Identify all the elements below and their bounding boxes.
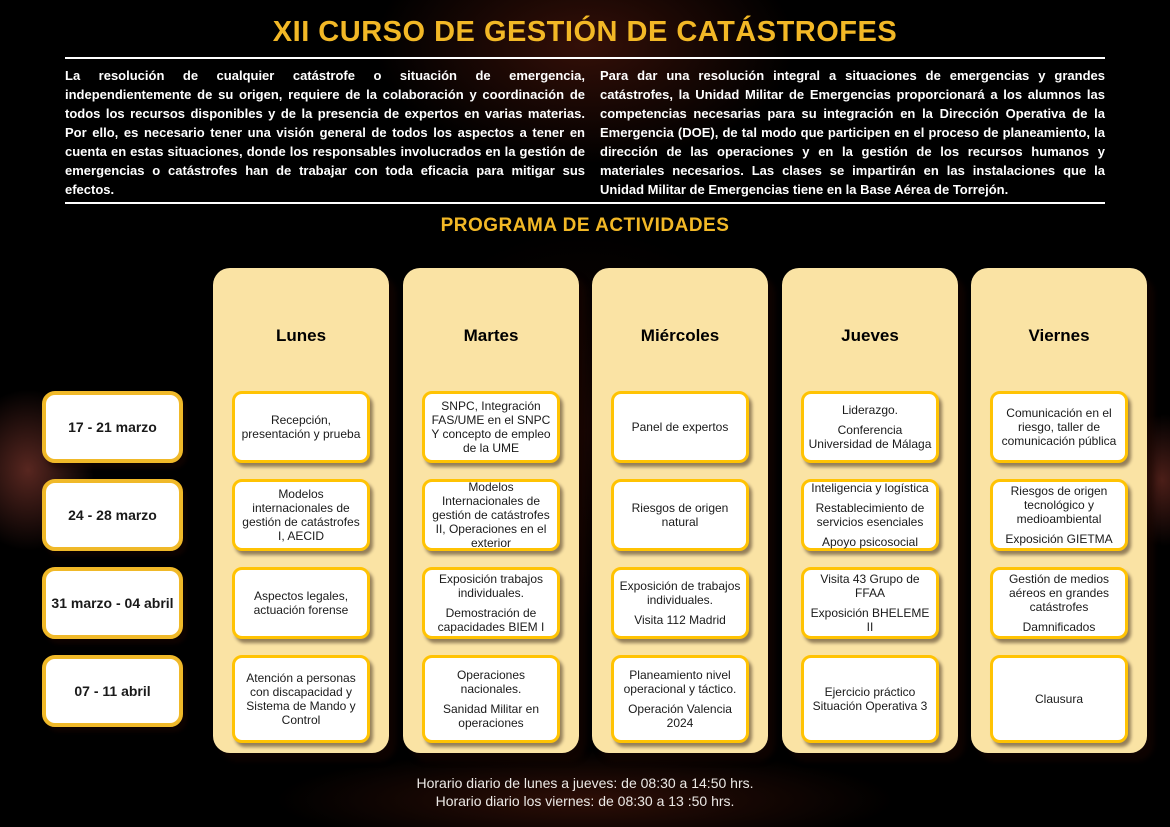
cell-text: Inteligencia y logística: [811, 480, 929, 495]
cell-text: Conferencia Universidad de Málaga: [808, 422, 932, 452]
week-label-2: 24 - 28 marzo: [42, 479, 183, 551]
cell-text: Exposición GIETMA: [1005, 532, 1113, 547]
cell-text: Exposición trabajos individuales.: [438, 571, 544, 600]
page-title: XII CURSO DE GESTIÓN DE CATÁSTROFES: [272, 16, 898, 48]
cell-text: Modelos internacionales de gestión de catástrofes I, AECID: [242, 486, 360, 544]
cell-text: Gestión de medios aéreos en grandes catástrofes: [1008, 571, 1110, 614]
cell-text: Exposición BHELEME II: [810, 606, 930, 635]
cell-text: Operaciones nacionales.: [456, 667, 526, 696]
schedule-cell-lunes-week4: [232, 655, 370, 743]
schedule-cell-martes-week1: [422, 391, 560, 463]
cell-text: Riesgos de origen natural: [631, 500, 729, 529]
schedule-cell-jueves-week4: [801, 655, 939, 743]
week-label-4: 07 - 11 abril: [42, 655, 183, 727]
cell-text: Apoyo psicosocial: [821, 535, 919, 550]
cell-text: Damnificados: [1022, 620, 1096, 635]
cell-text: Planeamiento nivel operacional y táctico.: [623, 667, 737, 696]
schedule-cell-viernes-week1: [990, 391, 1128, 463]
cell-text: Restablecimiento de servicios esenciales: [815, 500, 925, 529]
schedule-cell-viernes-week2: [990, 479, 1128, 551]
schedule-cell-lunes-week2: [232, 479, 370, 551]
schedule-cell-viernes-week3: [990, 567, 1128, 639]
schedule-cell-martes-week4: [422, 655, 560, 743]
cell-text: Aspectos legales, actuación forense: [253, 588, 349, 617]
cell-text: Ejercicio práctico Situación Operativa 3: [812, 684, 928, 713]
day-column-viernes: [971, 268, 1147, 753]
cell-text: SNPC, Integración FAS/UME en el SNPC Y concepto de empleo de la UME: [431, 398, 551, 456]
day-column-lunes: [213, 268, 389, 753]
week-label-1: 17 - 21 marzo: [42, 391, 183, 463]
day-header-martes: Martes: [463, 326, 519, 345]
cell-text: Atención a personas con discapacidad y Sistema de Mando y Control: [246, 670, 356, 728]
cell-text: Liderazgo.: [841, 402, 899, 417]
intro-divider: [65, 202, 1105, 204]
schedule-cell-jueves-week3: [801, 567, 939, 639]
schedule-cell-martes-week3: [422, 567, 560, 639]
footer-schedule-hours: [0, 774, 1170, 810]
schedule-cell-lunes-week1: [232, 391, 370, 463]
title-divider: [65, 57, 1105, 59]
cell-text: Demostración de capacidades BIEM I: [437, 606, 545, 635]
cell-text: Visita 43 Grupo de FFAA: [820, 571, 920, 600]
cell-text: Comunicación en el riesgo, taller de comunicación pública: [1001, 405, 1117, 449]
intro-paragraph-right: Para dar una resolución integral a situaciones de emergencias y grandes catástrofes, la Unidad Militar de Emergencias proporcionará a los alumnos las competencias necesarias para su integración en la Dirección Operativa de la Emergencia (DOE), de tal modo que participen en el proceso de planeamiento, la dirección de las operaciones y en la gestión de los recursos humanos y materiales necesarios. Las clases se impartirán en las instalaciones que la Unidad Militar de Emergencias tiene en la Base Aérea de Torrejón.: [600, 68, 1105, 197]
day-header-viernes: Viernes: [1028, 326, 1090, 345]
day-header-miercoles: Miércoles: [640, 326, 720, 345]
section-title: PROGRAMA DE ACTIVIDADES: [440, 215, 730, 236]
schedule-cell-miercoles-week3: [611, 567, 749, 639]
footer-line-2: Horario diario los viernes: de 08:30 a 13 :50 hrs.: [435, 793, 735, 809]
cell-text: Riesgos de origen tecnológico y medioambiental: [1010, 483, 1108, 526]
schedule-cell-viernes-week4: [990, 655, 1128, 743]
schedule-cell-martes-week2: [422, 479, 560, 551]
cell-text: Operación Valencia 2024: [628, 702, 732, 731]
schedule-cell-miercoles-week1: [611, 391, 749, 463]
schedule-cell-jueves-week2: [801, 479, 939, 551]
cell-text: Exposición de trabajos individuales.: [619, 578, 741, 607]
cell-text: Panel de expertos: [631, 419, 729, 434]
cell-text: Modelos Internacionales de gestión de catástrofes II, Operaciones en el exterior: [432, 479, 550, 551]
cell-text: Recepción, presentación y prueba: [241, 412, 361, 441]
cell-text: Clausura: [1034, 691, 1084, 706]
day-column-martes: [403, 268, 579, 753]
schedule-cell-jueves-week1: [801, 391, 939, 463]
intro-paragraph-left: La resolución de cualquier catástrofe o situación de emergencia, independientemente de su origen, requiere de la colaboración y coordinación de todos los recursos disponibles y de la presencia de expertos en varias materias. Por ello, es necesario tener una visión general de todos los aspectos a tener en cuenta en estas situaciones, donde los responsables involucrados en la gestión de emergencias o catástrofes han de trabajar con toda eficacia para mitigar sus efectos.: [65, 68, 585, 197]
schedule-cell-miercoles-week2: [611, 479, 749, 551]
day-header-lunes: Lunes: [275, 326, 327, 345]
week-label-3: 31 marzo - 04 abril: [42, 567, 183, 639]
day-column-miercoles: [592, 268, 768, 753]
cell-text: Visita 112 Madrid: [634, 613, 726, 628]
cell-text: Sanidad Militar en operaciones: [442, 702, 540, 731]
day-column-jueves: [782, 268, 958, 753]
footer-line-1: Horario diario de lunes a jueves: de 08:30 a 14:50 hrs.: [416, 775, 754, 791]
schedule-cell-miercoles-week4: [611, 655, 749, 743]
day-header-jueves: Jueves: [841, 326, 899, 345]
schedule-cell-lunes-week3: [232, 567, 370, 639]
